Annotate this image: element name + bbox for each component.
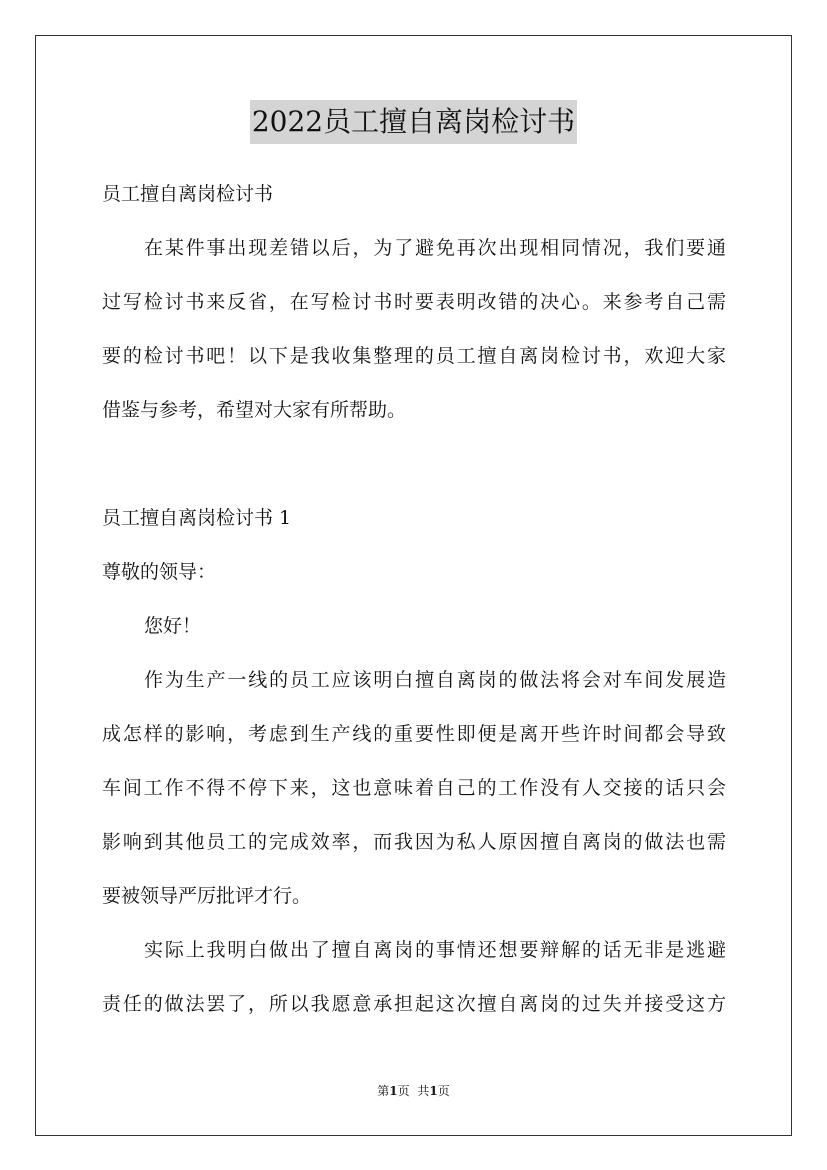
title-container [0, 100, 827, 144]
intro-line-2: 过写检讨书来反省，在写检讨书时要表明改错的决心。来参考自己需 [102, 291, 726, 313]
page-label-suffix: 页 [397, 1084, 410, 1098]
page-label-prefix: 第 [377, 1084, 390, 1098]
greeting: 您好！ [144, 615, 202, 637]
paragraph1-line-3: 车间工作不得不停下来，这也意味着自己的工作没有人交接的话只会 [102, 777, 726, 799]
paragraph1-line-1: 作为生产一线的员工应该明白擅自离岗的做法将会对车间发展造 [144, 669, 726, 691]
document-title: 2022员工擅自离岗检讨书 [250, 100, 577, 144]
paragraph2-line-1: 实际上我明白做出了擅自离岗的事情还想要辩解的话无非是逃避 [144, 939, 726, 961]
salutation: 尊敬的领导： [102, 561, 217, 583]
total-label-prefix: 共 [417, 1084, 430, 1098]
paragraph1-line-4: 影响到其他员工的完成效率，而我因为私人原因擅自离岗的做法也需 [102, 831, 726, 853]
intro-line-3: 要的检讨书吧！以下是我收集整理的员工擅自离岗检讨书，欢迎大家 [102, 345, 726, 367]
page-total: 1 [429, 1084, 438, 1098]
section-heading: 员工擅自离岗检讨书 1 [102, 507, 292, 529]
paragraph2-line-2: 责任的做法罢了，所以我愿意承担起这次擅自离岗的过失并接受这方 [102, 993, 726, 1015]
total-label-suffix: 页 [437, 1084, 450, 1098]
paragraph1-line-2: 成怎样的影响，考虑到生产线的重要性即便是离开些许时间都会导致 [102, 723, 726, 745]
document-subtitle: 员工擅自离岗检讨书 [102, 183, 274, 205]
page-footer [0, 1082, 827, 1100]
intro-line-1: 在某件事出现差错以后，为了避免再次出现相同情况，我们要通 [144, 237, 726, 259]
page-current: 1 [389, 1084, 398, 1098]
paragraph1-line-5: 要被领导严厉批评才行。 [102, 885, 312, 907]
intro-line-4: 借鉴与参考，希望对大家有所帮助。 [102, 399, 407, 421]
